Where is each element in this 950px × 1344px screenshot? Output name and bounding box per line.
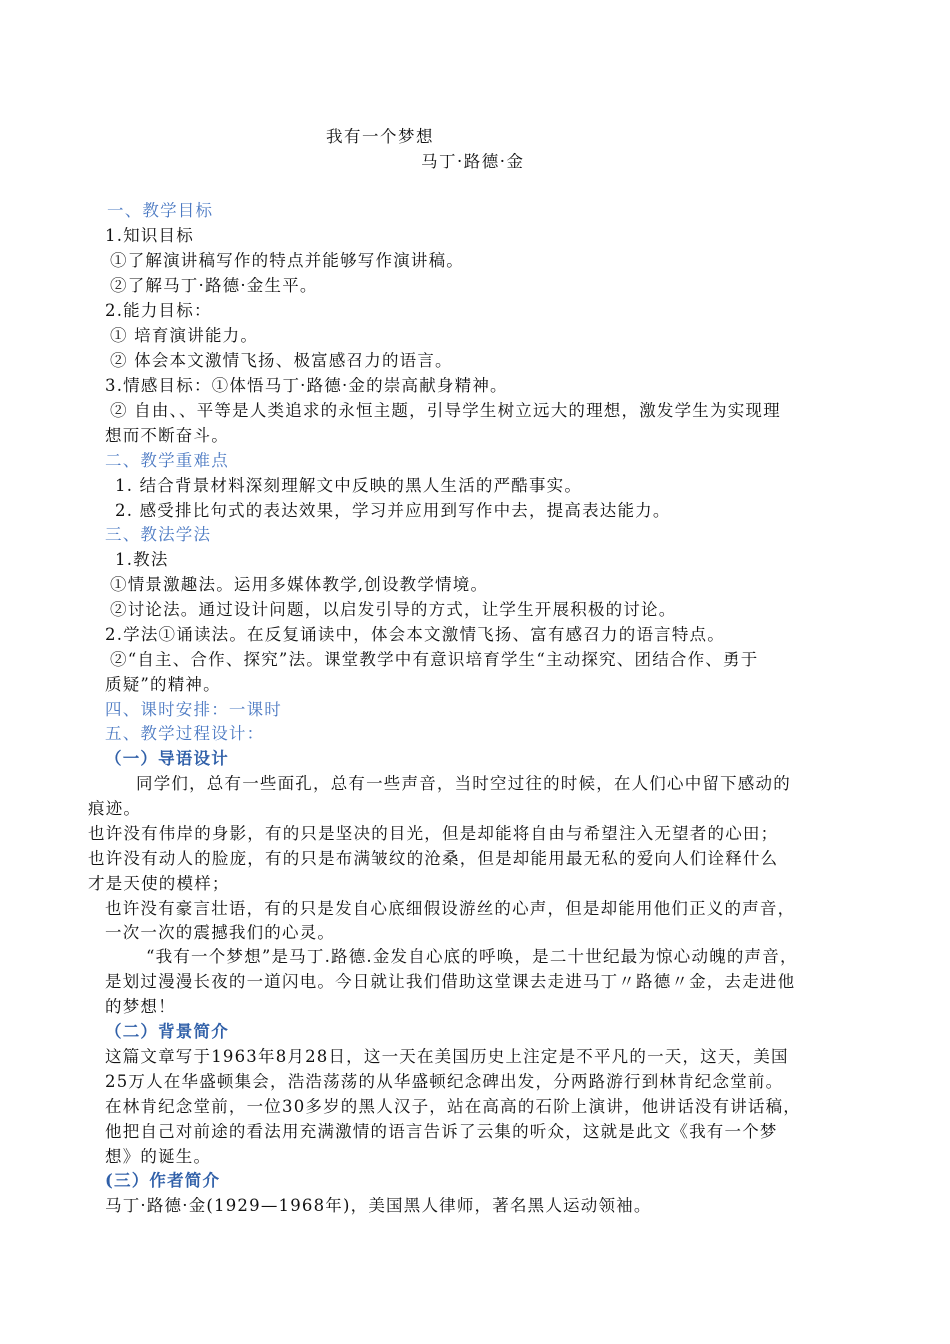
section-heading-objectives: 一、教学目标 (107, 201, 214, 220)
paragraph-line: 的梦想！ (105, 997, 176, 1016)
paragraph-line: 25万人在华盛顿集会，浩浩荡荡的从华盛顿纪念碑出发，分两路游行到林肯纪念堂前。 (105, 1072, 784, 1091)
paragraph-line: 质疑”的精神。 (105, 675, 221, 694)
paragraph-line: 一次一次的震撼我们的心灵。 (105, 923, 336, 942)
paragraph-line: ②了解马丁·路德·金生平。 (110, 276, 318, 295)
paragraph-line: 2.学法①诵读法。在反复诵读中，体会本文激情飞扬、富有感召力的语言特点。 (105, 625, 725, 644)
subsection-heading-intro: （一）导语设计 (105, 749, 229, 768)
paragraph-line: 1.知识目标 (105, 226, 194, 245)
paragraph-line: ② 自由、、平等是人类追求的永恒主题，引导学生树立远大的理想，激发学生为实现理 (110, 401, 781, 420)
paragraph-line: ② 体会本文激情飞扬、极富感召力的语言。 (110, 351, 453, 370)
document-author: 马丁·路德·金 (421, 152, 525, 171)
paragraph-line: 1. 结合背景材料深刻理解文中反映的黑人生活的严酷事实。 (115, 476, 583, 495)
paragraph-line: 也许没有伟岸的身影，有的只是坚决的目光，但是却能将自由与希望注入无望者的心田； (88, 824, 779, 843)
document-title: 我有一个梦想 (326, 127, 434, 146)
paragraph-line: “我有一个梦想”是马丁.路德.金发自心底的呼唤，是二十世纪最为惊心动魄的声音， (146, 947, 798, 966)
paragraph-line: 马丁·路德·金(1929—1968年)，美国黑人律师，著名黑人运动领袖。 (105, 1196, 652, 1215)
section-heading-schedule: 四、课时安排：一课时 (105, 700, 282, 719)
paragraph-line: 也许没有动人的脸庞，有的只是布满皱纹的沧桑，但是却能用最无私的爱向人们诠释什么 (88, 849, 779, 868)
paragraph-line: 3.情感目标：①体悟马丁·路德·金的崇高献身精神。 (105, 376, 508, 395)
subsection-heading-background: （二）背景简介 (105, 1022, 229, 1041)
paragraph-line: ① 培育演讲能力。 (110, 326, 259, 345)
paragraph-line: 2. 感受排比句式的表达效果，学习并应用到写作中去，提高表达能力。 (115, 501, 671, 520)
section-heading-process: 五、教学过程设计： (105, 724, 265, 743)
paragraph-line: ②“自主、合作、探究”法。课堂教学中有意识培育学生“主动探究、团结合作、勇于 (110, 650, 759, 669)
section-heading-key-points: 二、教学重难点 (105, 451, 229, 470)
paragraph-line: 他把自己对前途的看法用充满激情的语言告诉了云集的听众，这就是此文《我有一个梦 (105, 1122, 778, 1141)
section-heading-methods: 三、教法学法 (105, 525, 212, 544)
paragraph-line: 这篇文章写于1963年8月28日，这一天在美国历史上注定是不平凡的一天，这天，美国 (105, 1047, 789, 1066)
paragraph-line: 想》的诞生。 (105, 1147, 212, 1166)
paragraph-line: 也许没有豪言壮语，有的只是发自心底细假设游丝的心声，但是却能用他们正义的声音， (105, 899, 796, 918)
paragraph-line: 想而不断奋斗。 (105, 426, 229, 445)
paragraph-line: 2.能力目标： (105, 301, 212, 320)
paragraph-line: 才是天使的模样； (88, 874, 230, 893)
paragraph-line: ①情景激趣法。运用多媒体教学,创设教学情境。 (110, 575, 489, 594)
paragraph-line: ②讨论法。通过设计问题，以启发引导的方式，让学生开展积极的讨论。 (110, 600, 677, 619)
paragraph-line: 痕迹。 (88, 799, 142, 818)
subsection-heading-author: (三）作者简介 (105, 1171, 221, 1190)
paragraph-line: ①了解演讲稿写作的特点并能够写作演讲稿。 (110, 251, 464, 270)
paragraph-line: 同学们，总有一些面孔，总有一些声音，当时空过往的时候，在人们心中留下感动的 (136, 774, 791, 793)
paragraph-line: 是划过漫漫长夜的一道闪电。今日就让我们借助这堂课去走进马丁〃路德〃金，去走进他 (105, 972, 796, 991)
paragraph-line: 在林肯纪念堂前，一位30多岁的黑人汉子，站在高高的石阶上演讲，他讲话没有讲话稿， (105, 1097, 801, 1116)
paragraph-line: 1.教法 (115, 550, 169, 569)
